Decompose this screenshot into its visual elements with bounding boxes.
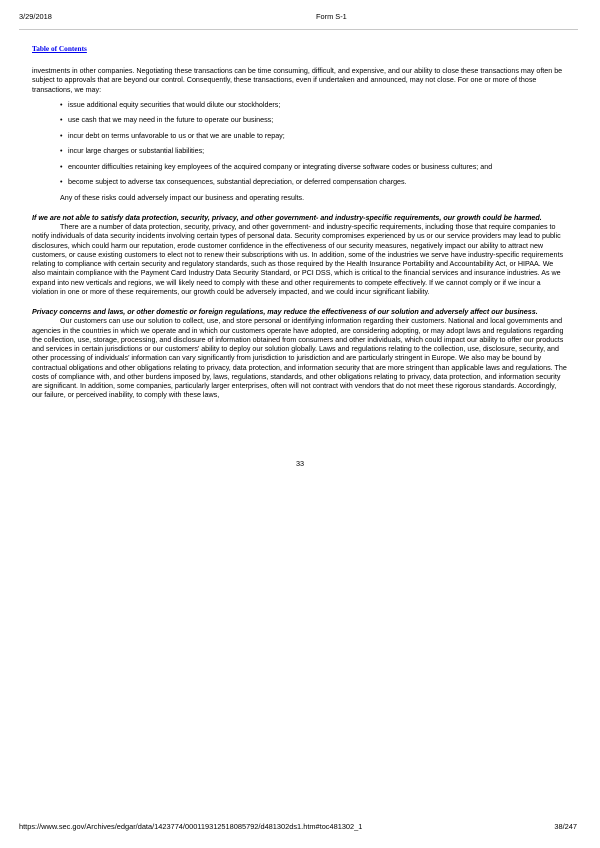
list-item-text: incur large charges or substantial liabilities; <box>68 147 205 156</box>
bullet-icon: • <box>60 178 63 187</box>
list-item <box>32 116 568 125</box>
risk-factor-heading-privacy: Privacy concerns and laws, or other domestic or foreign regulations, may reduce the effectiveness of our solution and adversely affect our business. <box>32 308 538 317</box>
header-divider <box>19 29 578 30</box>
bullet-icon: • <box>60 147 63 156</box>
list-item-text: use cash that we may need in the future to operate our business; <box>68 116 274 125</box>
print-date: 3/29/2018 <box>19 12 52 21</box>
bullet-icon: • <box>60 100 63 109</box>
print-page-count: 38/247 <box>554 822 577 831</box>
bullet-icon: • <box>60 116 63 125</box>
risk-factor-body-privacy: Our customers can use our solution to collect, use, and store personal or identifying information regarding their customers. National and local governments and agencies in the countries in which we operate and in which our customers operate have adopted, are considering adopting, or may adopt laws and regulations regarding the collection, use, storage, processing, and disclosure of information obtained from consumers and other individuals, which could impact our ability to offer our products and services in certain jurisdictions or our customers’ ability to deploy our solution globally. Laws and regulations relating to the collection, use, disclosure, security, and other processing of individuals’ information can vary significantly from jurisdiction to jurisdiction and are particularly stringent in Europe. We also may be bound by contractual obligations and other obligations relating to privacy, data protection, and information security that are more stringent than applicable laws and regulations. The costs of compliance with, and other burdens imposed by, laws, regulations, standards, and other obligations relating to privacy, data protection, and information security are significant. In addition, some companies, particularly larger enterprises, often will not contract with vendors that do not meet these rigorous standards. Accordingly, our failure, or perceived inability, to comply with these laws, <box>32 317 567 400</box>
list-item-text: incur debt on terms unfavorable to us or that we are unable to repay; <box>68 131 285 140</box>
list-item <box>32 147 568 156</box>
bullet-icon: • <box>60 162 63 171</box>
list-item-text: issue additional equity securities that would dilute our stockholders; <box>68 100 281 109</box>
print-header <box>19 12 577 24</box>
bullet-icon: • <box>60 131 63 140</box>
list-item <box>32 101 568 110</box>
list-item-text: encounter difficulties retaining key employees of the acquired company or integrating diverse software codes or business cultures; and <box>68 162 493 171</box>
closing-paragraph: Any of these risks could adversely impact our business and operating results. <box>60 193 305 202</box>
risk-factor-body-data-protection: There are a number of data protection, security, privacy, and other government- and industry-specific requirements, including those that require companies to notify individuals of data security incidents involving certain types of personal data. Security compromises experienced by us or our service providers may lead to public disclosures, which could harm our reputation, erode customer confidence in the effectiveness of our security measures, negatively impact our ability to attract new customers, or cause existing customers to elect not to renew their subscriptions with us. In addition, some of the industries we serve have industry-specific requirements relating to compliance with certain security and regulatory standards, such as those required by the Health Insurance Portability and Accountability Act, or HIPAA. We also maintain compliance with the Payment Card Industry Data Security Standard, or PCI DSS, which is critical to the financial services and insurance industries. As we expand into new verticals and regions, we will likely need to comply with these and other requirements to compete effectively. If we cannot comply or if we incur a violation in one or more of these requirements, our growth could be adversely impacted, and we could incur significant liability. <box>32 223 564 296</box>
print-form-title: Form S-1 <box>316 12 347 21</box>
table-of-contents-link[interactable]: Table of Contents <box>32 44 87 53</box>
list-item <box>32 178 568 187</box>
document-body <box>32 67 568 401</box>
risk-factor-heading-data-protection: If we are not able to satisfy data protection, security, privacy, and other government- and industry-specific requirements, our growth could be harmed. <box>32 213 542 222</box>
transaction-risk-list <box>32 101 568 187</box>
page-number: 33 <box>295 459 305 468</box>
list-item <box>32 163 568 172</box>
list-item-text: become subject to adverse tax consequences, substantial depreciation, or deferred compensation charges. <box>68 178 407 187</box>
list-item <box>32 132 568 141</box>
intro-paragraph: investments in other companies. Negotiating these transactions can be time consuming, difficult, and expensive, and our ability to close these transactions may often be subject to approvals that are beyond our control. Consequently, these transactions, even if undertaken and announced, may not close. For one or more of those transactions, we may: <box>32 67 563 94</box>
source-url: https://www.sec.gov/Archives/edgar/data/1423774/000119312518085792/d481302ds1.htm#toc481302_1 <box>19 822 363 831</box>
